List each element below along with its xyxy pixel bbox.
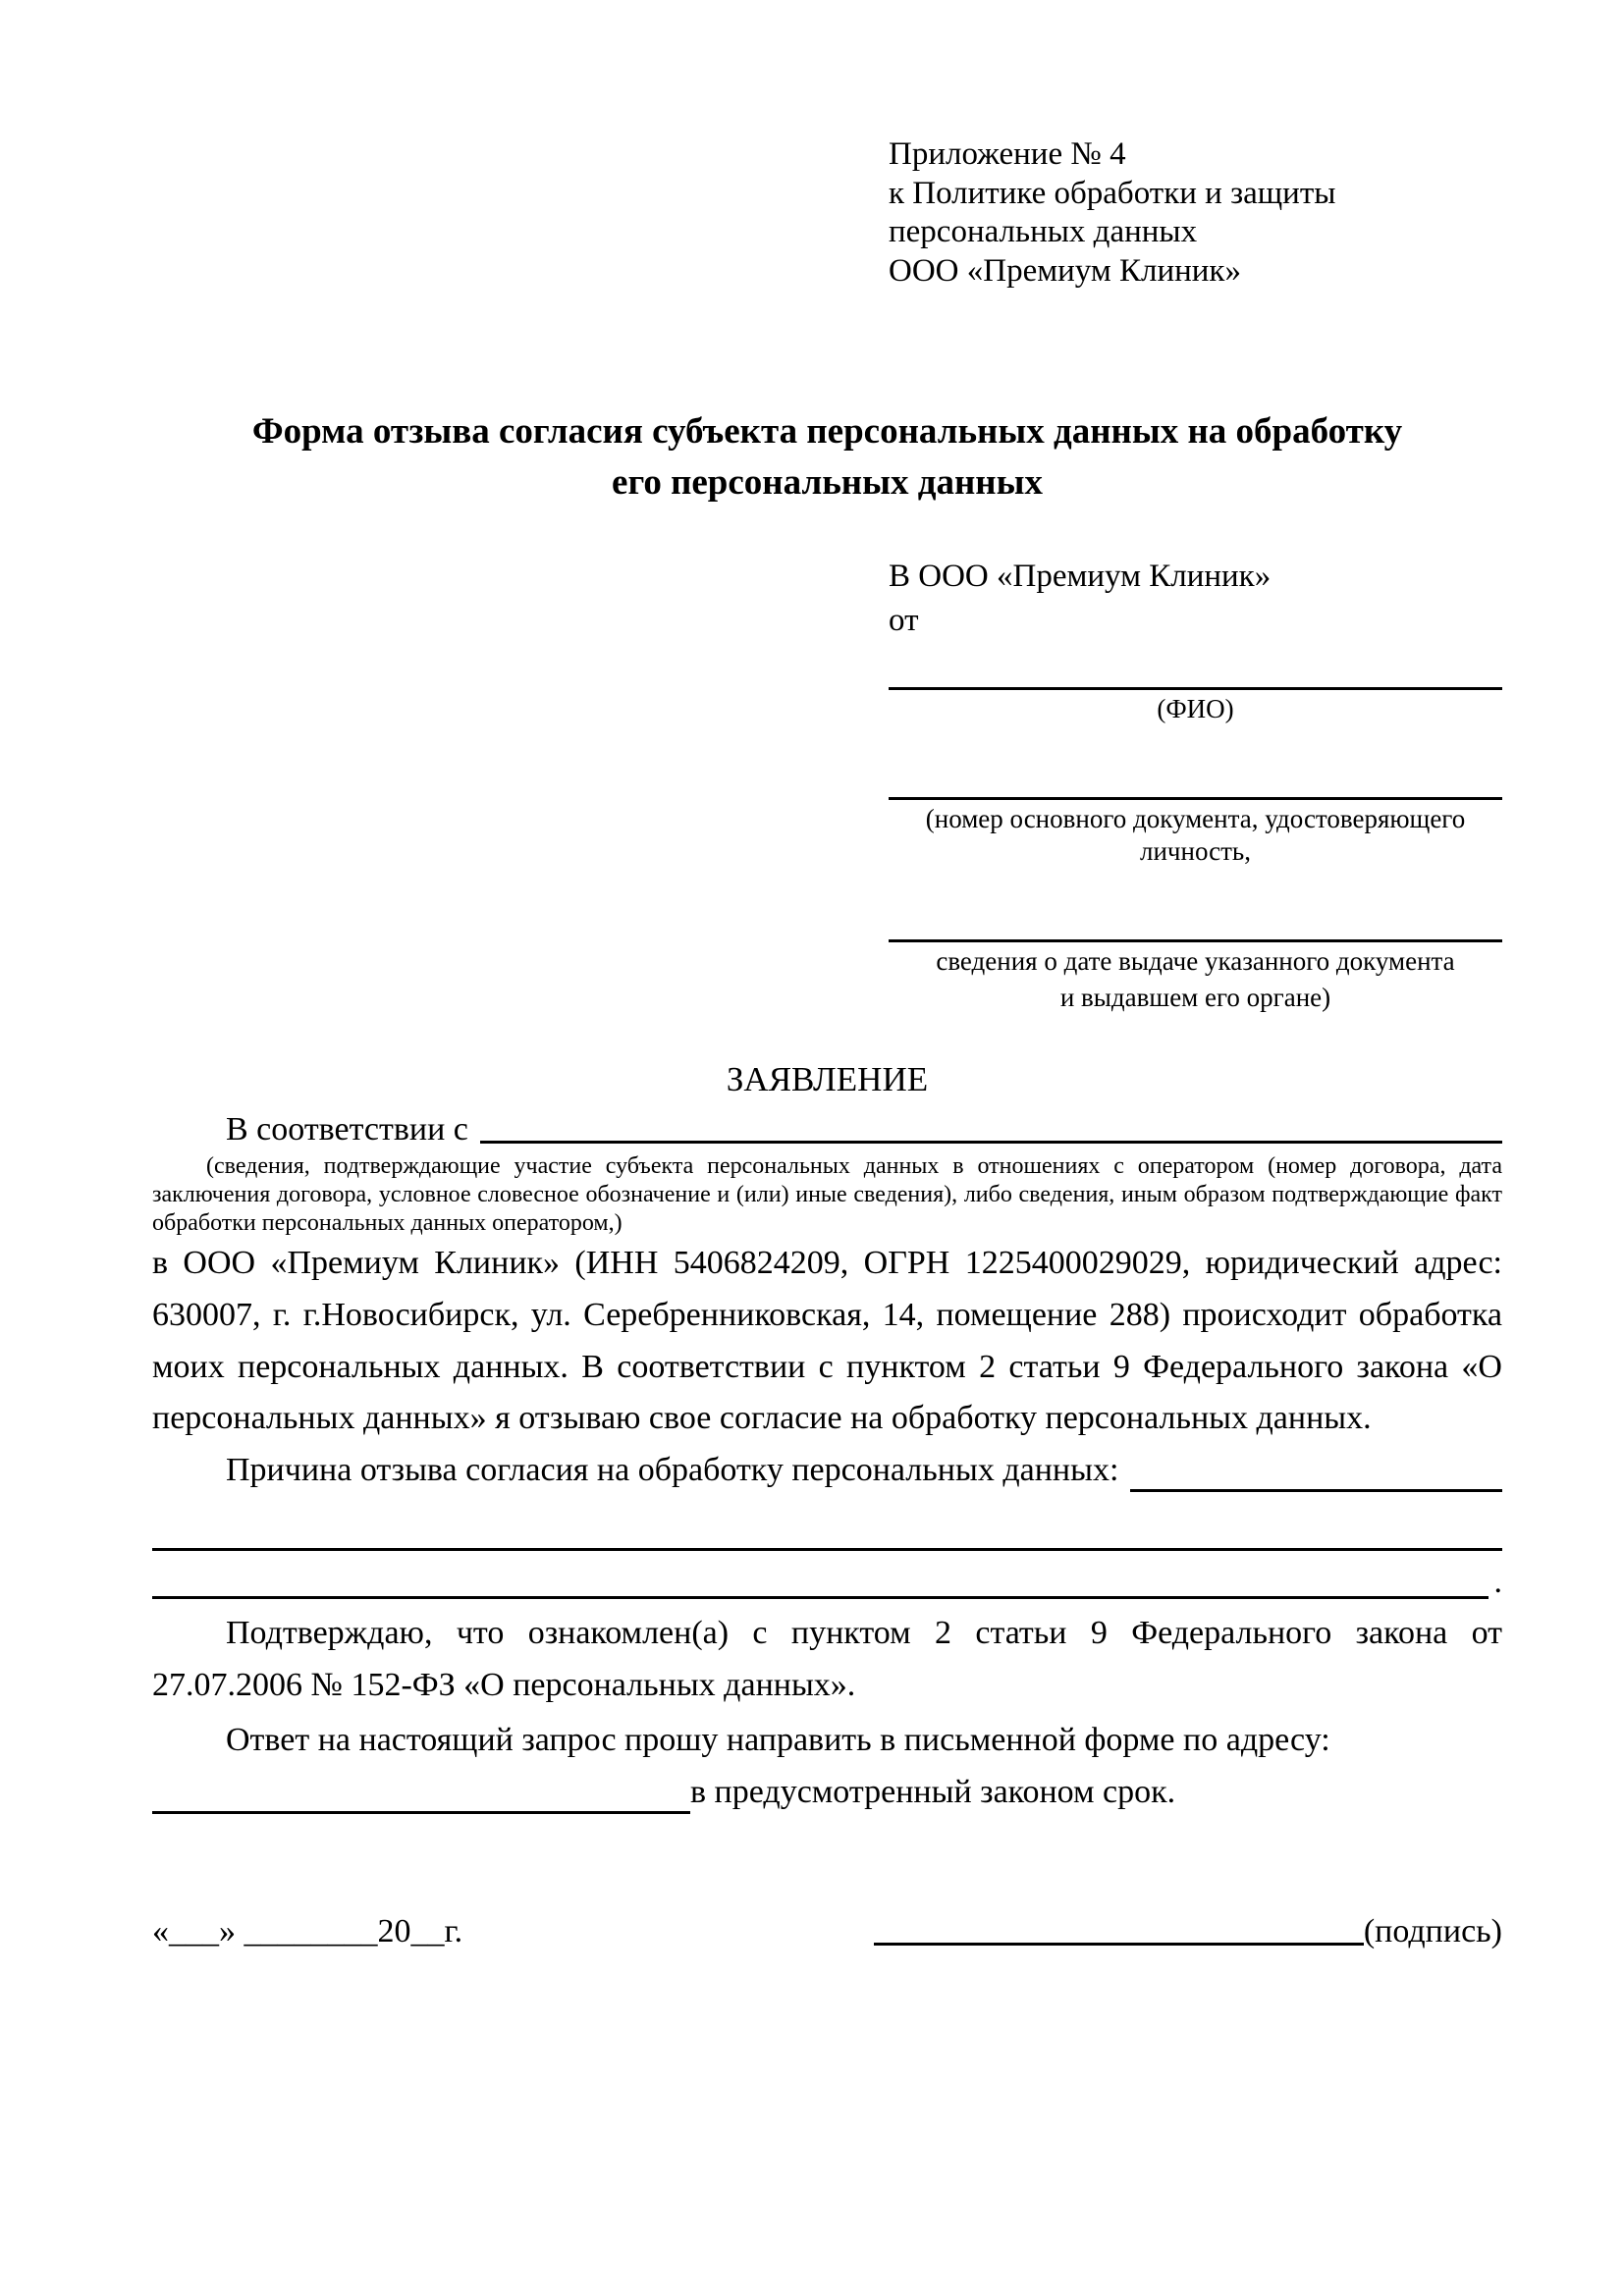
body-paragraph: в ООО «Премиум Клиник» (ИНН 5406824209, ОГРН 1225400029029, юридический адрес: 630007, г. г.Новосибирск, ул. Серебренниковская, 14, помещение 288) происходит обработка моих персональных данных. В соответствии с пунктом 2 статьи 9 Федерального закона «О персональных данных» я отзываю свое согласие на обработку персональных данных.	[152, 1245, 1502, 1437]
intro-prefix: В соответствии с	[226, 1110, 468, 1148]
reason-extra-blank-line-1[interactable]	[152, 1548, 1502, 1551]
reply-address-blank-line[interactable]	[152, 1811, 690, 1814]
header-note-line-1: Приложение № 4	[889, 136, 1126, 172]
reason-prefix: Причина отзыва согласия на обработку персональных данных:	[226, 1452, 1119, 1489]
reply-request-paragraph: Ответ на настоящий запрос прошу направить в письменной форме по адресу:	[226, 1722, 1330, 1759]
signature-caption: (подпись)	[1363, 1912, 1502, 1949]
reply-suffix: в предусмотренный законом срок.	[690, 1773, 1176, 1810]
signature-blank-line[interactable]	[874, 1943, 1364, 1946]
statement-heading: ЗАЯВЛЕНИЕ	[726, 1059, 929, 1098]
fio-caption: (ФИО)	[1157, 693, 1234, 723]
reason-extra-blank-line-2-row	[152, 1561, 1502, 1604]
header-note-line-2: к Политике обработки и защиты	[889, 175, 1336, 211]
document-title	[152, 406, 1502, 508]
date-blank-line[interactable]: «___» ________20__г.	[152, 1912, 463, 1949]
addressee-to: В ООО «Премиум Клиник»	[889, 558, 1272, 594]
confirmation-paragraph: Подтверждаю, что ознакомлен(а) с пунктом 2 статьи 9 Федерального закона от 27.07.2006 № 152-ФЗ «О персональных данных».	[152, 1614, 1502, 1703]
footer-row	[152, 1913, 1502, 1950]
document-title-line-2: его персональных данных	[612, 462, 1043, 504]
document-number-blank-line[interactable]	[889, 752, 1502, 800]
reason-blank-line[interactable]	[1130, 1489, 1502, 1492]
intro-line	[152, 1111, 1502, 1148]
trailing-period: .	[1493, 1563, 1502, 1600]
addressee-from: от	[889, 602, 919, 638]
fine-print-note: (сведения, подтверждающие участие субъекта персональных данных в отношениях с оператором (номер договора, дата заключения договора, условное словесное обозначение и (или) иные сведения), либо сведения, иным образом подтверждающие факт обработки персональных данных оператором,)	[152, 1152, 1502, 1237]
reason-extra-blank-line-2[interactable]	[152, 1596, 1489, 1599]
reason-line	[152, 1445, 1502, 1497]
header-note	[889, 135, 1502, 291]
issue-date-caption: сведения о дате выдаче указанного документа	[936, 946, 1455, 976]
document-title-line-1: Форма отзыва согласия субъекта персональных данных на обработку	[251, 411, 1403, 453]
reply-address-row	[152, 1767, 1502, 1819]
issue-date-blank-line[interactable]	[889, 894, 1502, 942]
issuing-authority-caption: и выдавшем его органе)	[1059, 982, 1331, 1012]
signature-group	[874, 1913, 1502, 1950]
header-note-line-3: персональных данных	[889, 214, 1198, 250]
header-note-line-4: ООО «Премиум Клиник»	[889, 252, 1241, 289]
basis-blank-line[interactable]	[480, 1141, 1502, 1144]
document-number-caption: (номер основного документа, удостоверяющего личность,	[925, 803, 1466, 867]
fio-blank-line[interactable]	[889, 642, 1502, 690]
addressee-block	[889, 556, 1502, 1015]
